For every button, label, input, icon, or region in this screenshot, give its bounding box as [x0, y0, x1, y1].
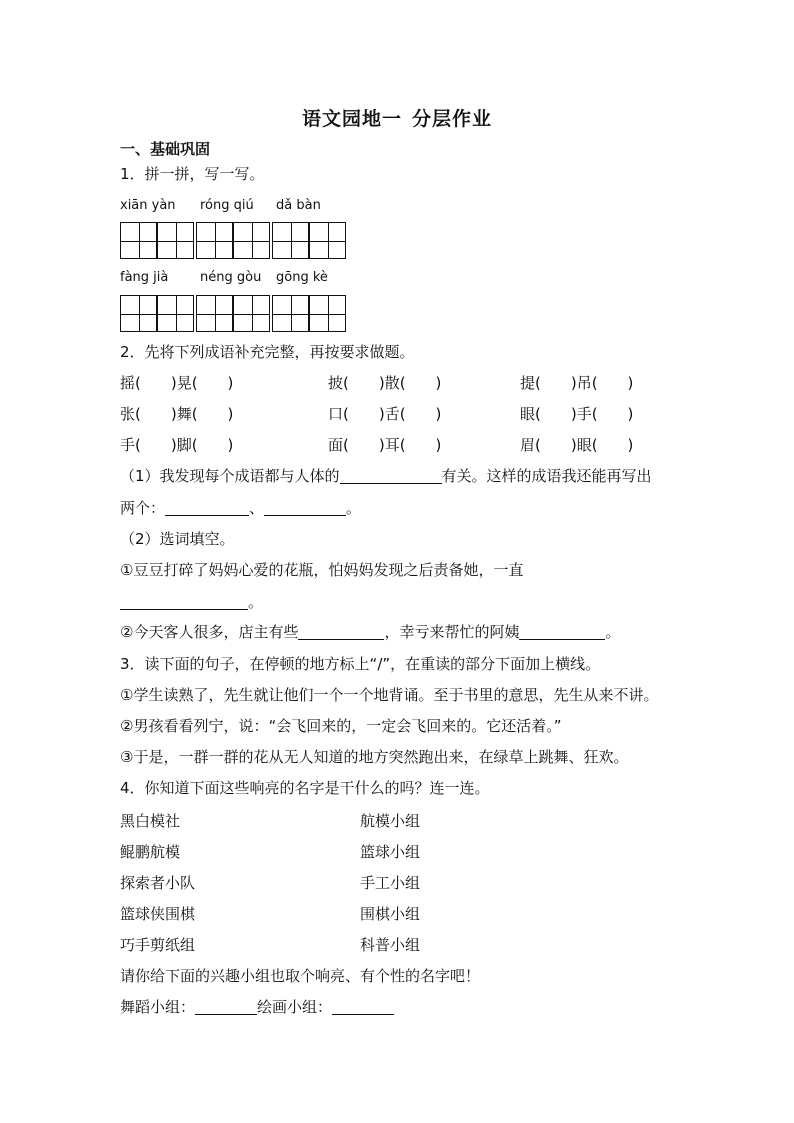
idiom-item: 披( )散( )	[328, 374, 442, 392]
match-left-item[interactable]: 黑白模社	[120, 812, 181, 830]
title-main: 语文园地一	[301, 108, 402, 130]
pinyin-row-1	[120, 198, 321, 213]
tianzige-box[interactable]	[157, 222, 194, 259]
answer-blank[interactable]	[264, 499, 346, 516]
pinyin-word: néng gòu	[200, 270, 262, 285]
tianzige-box[interactable]	[309, 222, 346, 259]
q3-label: 3．读下面的句子，在停顿的地方标上“/”，在重读的部分下面加上横线。	[120, 655, 601, 673]
tianzige-box[interactable]	[309, 295, 346, 332]
q2-label: 2．先将下列成语补充完整，再按要求做题。	[120, 343, 415, 361]
idiom-item: 面( )耳( )	[328, 436, 442, 454]
answer-blank[interactable]	[298, 623, 384, 640]
answer-blank[interactable]	[340, 467, 442, 484]
pinyin-word: gōng kè	[276, 270, 328, 285]
q2-sentence-1: ①豆豆打碎了妈妈心爱的花瓶，怕妈妈发现之后责备她，一直	[120, 561, 524, 579]
q2-sentence-1-cont	[120, 592, 263, 612]
match-right-item[interactable]: 围棋小组	[360, 905, 421, 923]
tianzige-box[interactable]	[196, 295, 233, 332]
match-right-item[interactable]: 航模小组	[360, 812, 421, 830]
idiom-item: 手( )脚( )	[120, 436, 234, 454]
answer-blank[interactable]	[165, 499, 249, 516]
q4-name-fields	[120, 997, 394, 1017]
dance-group-label: 舞蹈小组：	[120, 998, 196, 1016]
match-left-item[interactable]: 巧手剪纸组	[120, 936, 196, 954]
pinyin-word: róng qiú	[200, 198, 254, 213]
title-sub: 分层作业	[412, 108, 493, 130]
tianzige-box[interactable]	[120, 295, 157, 332]
q3-sentence-3: ③于是，一群一群的花从无人知道的地方突然跑出来，在绿草上跳舞、狂欢。	[120, 748, 629, 766]
period: 。	[605, 623, 621, 641]
answer-blank[interactable]	[120, 593, 248, 610]
q2-sentence-2	[120, 622, 620, 642]
dance-name-blank[interactable]	[195, 998, 257, 1015]
q2-part1-text: 有关。这样的成语我还能再写出	[441, 467, 652, 485]
match-left-item[interactable]: 篮球侠围棋	[120, 905, 196, 923]
section-heading: 一、基础巩固	[120, 140, 211, 158]
match-right-item[interactable]: 手工小组	[360, 874, 421, 892]
q4-label: 4．你知道下面这些响亮的名字是干什么的吗？连一连。	[120, 779, 490, 797]
tianzige-box[interactable]	[120, 222, 157, 259]
q2-part1-cont	[120, 498, 361, 518]
idiom-item: 眼( )手( )	[520, 405, 634, 423]
pinyin-word: dǎ bàn	[276, 198, 321, 213]
separator: 、	[249, 499, 265, 517]
q2-part1-text: 两个：	[120, 499, 166, 517]
q1-label: 1．拼一拼，写一写。	[120, 165, 265, 183]
tianzige-box[interactable]	[157, 295, 194, 332]
idiom-item: 眉( )眼( )	[520, 436, 634, 454]
match-right-item[interactable]: 篮球小组	[360, 843, 421, 861]
q2-part1-text: （1）我发现每个成语都与人体的	[120, 467, 340, 485]
match-left-item[interactable]: 鲲鹏航模	[120, 843, 181, 861]
idiom-item: 摇( )晃( )	[120, 374, 234, 392]
pinyin-word: xiān yàn	[120, 198, 176, 213]
q2-sentence-text: ②今天客人很多，店主有些	[120, 623, 299, 641]
q2-sentence-text: ，幸亏来帮忙的阿姨	[384, 623, 520, 641]
tianzige-box[interactable]	[196, 222, 233, 259]
paint-group-label: 绘画小组：	[257, 998, 333, 1016]
q3-sentence-2: ②男孩看看列宁，说：“会飞回来的，一定会飞回来的。它还活着。”	[120, 717, 562, 735]
idiom-item: 提( )吊( )	[520, 374, 634, 392]
answer-blank[interactable]	[519, 623, 605, 640]
page-title	[0, 104, 794, 131]
q2-part2: （2）选词填空。	[120, 530, 235, 548]
period: 。	[346, 499, 362, 517]
tianzige-box[interactable]	[233, 295, 270, 332]
pinyin-word: fàng jià	[120, 270, 169, 285]
pinyin-row-2	[120, 270, 328, 285]
q2-part1	[120, 466, 652, 486]
paint-name-blank[interactable]	[332, 998, 394, 1015]
match-right-item[interactable]: 科普小组	[360, 936, 421, 954]
q4-prompt: 请你给下面的兴趣小组也取个响亮、有个性的名字吧！	[120, 967, 481, 985]
idiom-item: 张( )舞( )	[120, 405, 234, 423]
match-left-item[interactable]: 探索者小队	[120, 874, 196, 892]
q3-sentence-1: ①学生读熟了，先生就让他们一个一个地背诵。至于书里的意思，先生从来不讲。	[120, 686, 659, 704]
tianzige-box[interactable]	[272, 295, 309, 332]
tianzige-box[interactable]	[272, 222, 309, 259]
tianzige-box[interactable]	[233, 222, 270, 259]
idiom-item: 口( )舌( )	[328, 405, 442, 423]
period: 。	[248, 593, 264, 611]
